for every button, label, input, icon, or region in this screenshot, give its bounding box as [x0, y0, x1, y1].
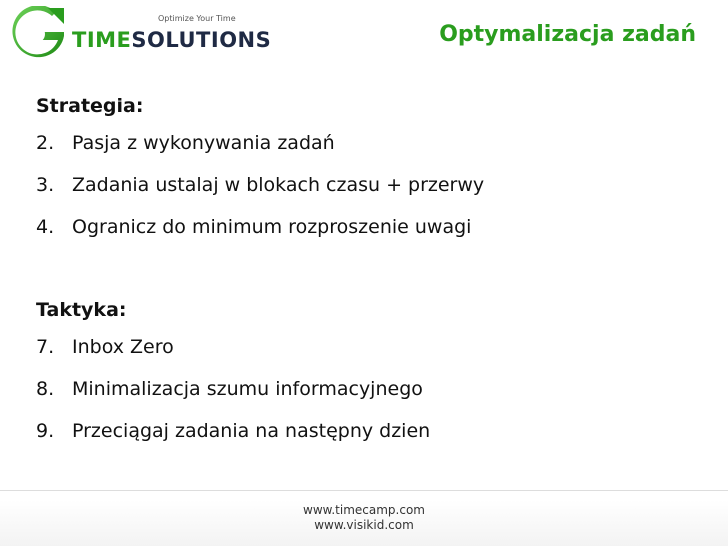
list-item-text: Minimalizacja szumu informacyjnego	[72, 378, 423, 400]
list-item	[36, 122, 696, 164]
list-item-text: Inbox Zero	[72, 336, 174, 358]
footer-link-timecamp[interactable]: www.timecamp.com	[303, 503, 425, 517]
list-item	[36, 164, 696, 206]
logo-g-arrow-icon	[8, 6, 68, 62]
list-item-text: Przeciągaj zadania na następny dzien	[72, 420, 431, 442]
logo-tagline: Optimize Your Time	[158, 14, 236, 23]
strategy-heading: Strategia:	[36, 95, 144, 117]
slide-content	[36, 90, 696, 452]
timesolutions-logo	[8, 6, 272, 62]
list-item-text: Pasja z wykonywania zadań	[72, 132, 335, 154]
list-item-number: 3.	[36, 174, 55, 196]
list-item	[36, 206, 696, 248]
list-item-number: 8.	[36, 378, 55, 400]
list-item-number: 4.	[36, 216, 55, 238]
list-item-text: Zadania ustalaj w blokach czasu + przerwy	[72, 174, 485, 196]
list-item-number: 2.	[36, 132, 55, 154]
slide-title: Optymalizacja zadań	[439, 22, 696, 47]
footer-divider	[0, 490, 728, 491]
logo-word-solutions: SOLUTIONS	[131, 28, 272, 52]
logo-word-time: TIME	[72, 28, 132, 52]
list-item-number: 9.	[36, 420, 55, 442]
section-spacer	[36, 248, 696, 294]
footer	[0, 503, 728, 533]
logo-wordmark	[72, 28, 271, 52]
list-item	[36, 368, 696, 410]
list-item-number: 7.	[36, 336, 55, 358]
footer-link-visikid[interactable]: www.visikid.com	[314, 518, 414, 532]
list-item	[36, 410, 696, 452]
list-item-text: Ogranicz do minimum rozproszenie uwagi	[72, 216, 472, 238]
list-item	[36, 326, 696, 368]
tactics-heading: Taktyka:	[36, 299, 127, 321]
